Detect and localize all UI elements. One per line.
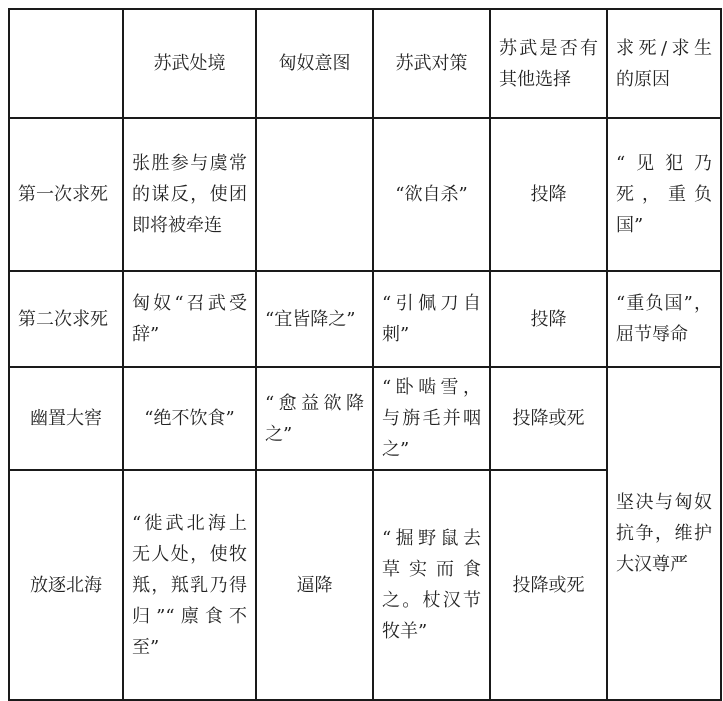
cell-response: “欲自杀”: [373, 118, 490, 271]
cell-response: “掘野鼠去草实而食之。杖汉节牧羊”: [373, 470, 490, 700]
cell-choice: 投降: [490, 271, 607, 367]
cell-choice: 投降: [490, 118, 607, 271]
row-label: 幽置大窖: [9, 367, 123, 470]
header-response: 苏武对策: [373, 9, 490, 118]
table-row: [9, 118, 721, 271]
header-situation: 苏武处境: [123, 9, 256, 118]
table-row: [9, 367, 721, 470]
cell-intent: 逼降: [256, 470, 373, 700]
cell-situation: “绝不饮食”: [123, 367, 256, 470]
cell-situation: 匈奴“召武受辞”: [123, 271, 256, 367]
row-label: 放逐北海: [9, 470, 123, 700]
cell-choice: 投降或死: [490, 470, 607, 700]
header-corner: [9, 9, 123, 118]
cell-reason: “重负国”，屈节辱命: [607, 271, 721, 367]
cell-intent: [256, 118, 373, 271]
comparison-table: [8, 8, 722, 701]
cell-shared-reason: 坚决与匈奴抗争，维护大汉尊严: [607, 367, 721, 700]
header-intent: 匈奴意图: [256, 9, 373, 118]
cell-reason: “见犯乃死，重负国”: [607, 118, 721, 271]
cell-response: “引佩刀自刺”: [373, 271, 490, 367]
table-row: [9, 271, 721, 367]
cell-intent: “宜皆降之”: [256, 271, 373, 367]
row-label: 第二次求死: [9, 271, 123, 367]
cell-situation: 张胜参与虞常的谋反，使团即将被牵连: [123, 118, 256, 271]
cell-intent: “愈益欲降之”: [256, 367, 373, 470]
cell-response: “卧啮雪，与旃毛并咽之”: [373, 367, 490, 470]
cell-choice: 投降或死: [490, 367, 607, 470]
header-row: [9, 9, 721, 118]
row-label: 第一次求死: [9, 118, 123, 271]
cell-situation: “徙武北海上无人处，使牧羝，羝乳乃得归”“廪食不至”: [123, 470, 256, 700]
header-reason: 求死/求生的原因: [607, 9, 721, 118]
header-choice: 苏武是否有其他选择: [490, 9, 607, 118]
